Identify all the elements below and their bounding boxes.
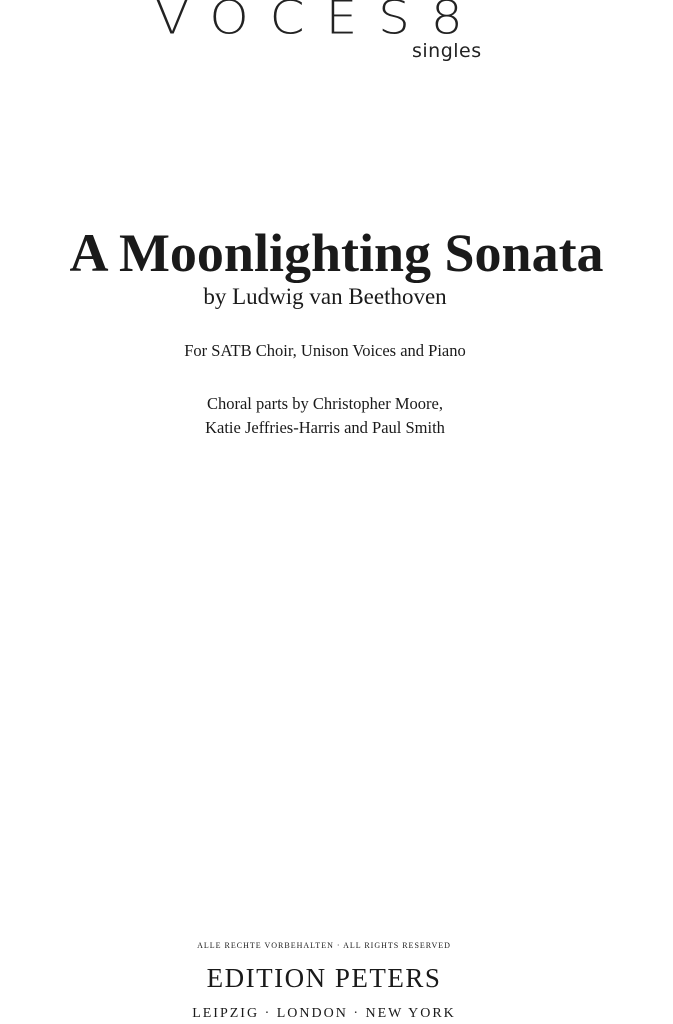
logo-subtitle: singles: [412, 40, 482, 62]
arranger-credits: [0, 392, 650, 440]
scoring-line: For SATB Choir, Unison Voices and Piano: [184, 341, 466, 360]
arranger-line-2: Katie Jeffries-Harris and Paul Smith: [205, 418, 445, 437]
voces8-logo: [155, 0, 495, 72]
publisher-cities: LEIPZIG · LONDON · NEW YORK: [192, 1006, 456, 1021]
page-title: A Moonlighting Sonata: [69, 223, 604, 284]
composer-credit: by Ludwig van Beethoven: [203, 284, 447, 309]
arranger-line-1: Choral parts by Christopher Moore,: [206, 394, 443, 413]
publisher-name: EDITION PETERS: [206, 963, 442, 993]
rights-notice: ALLE RECHTE VORBEHALTEN · ALL RIGHTS RESERVED: [197, 941, 451, 950]
logo-wordmark: VOCES8: [155, 0, 484, 45]
